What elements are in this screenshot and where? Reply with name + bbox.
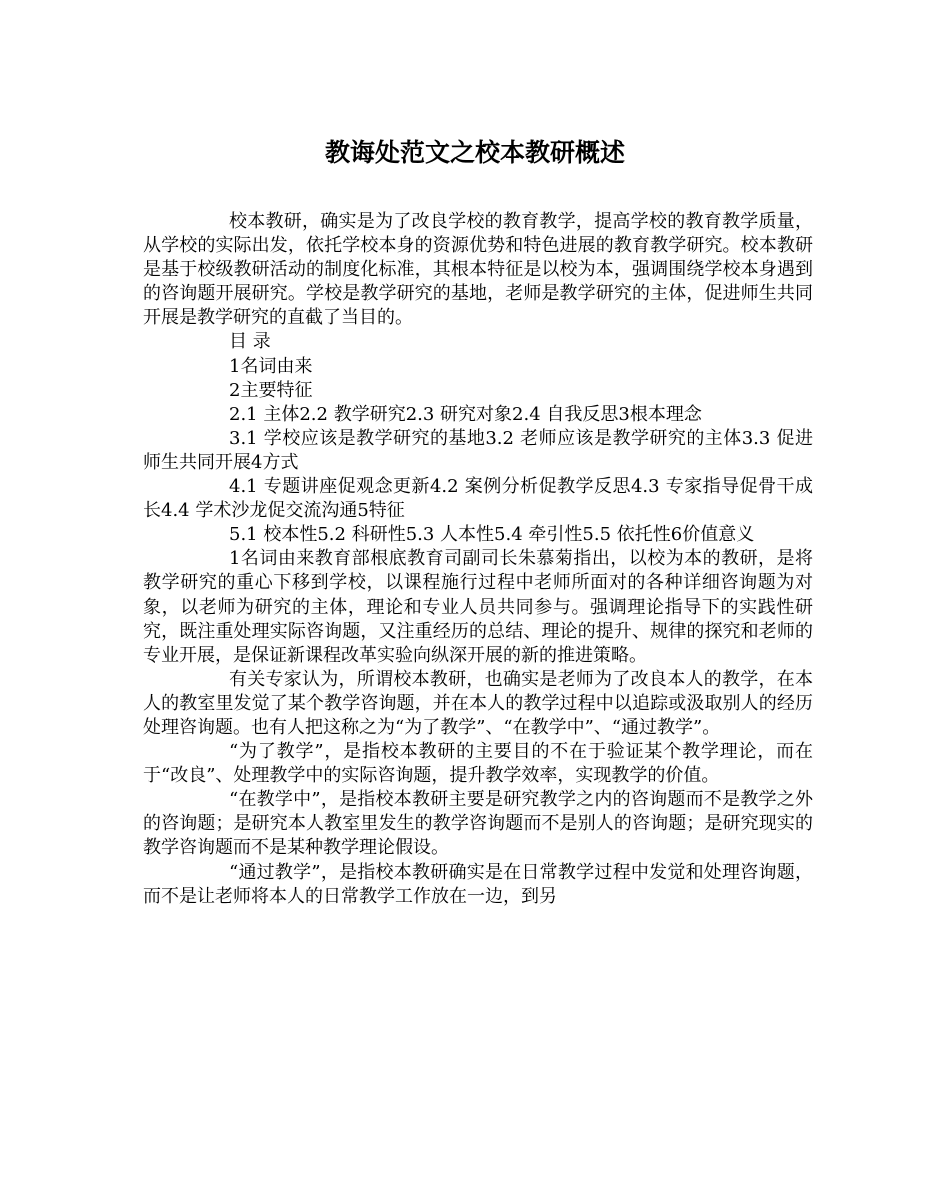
paragraph-intro: 校本教研，确实是为了改良学校的教育教学，提高学校的教育教学质量，从学校的实际出发，依托学校本身的资源优势和特色进展的教育教学研究。校本教研是基于校级教研活动的制度化标准，其根本特征是以校为本，强调围绕学校本身遇到的咨询题开展研究。学校是教学研究的基地，老师是教学研究的主体，促进师生共同开展是教学研究的直截了当目的。	[143, 211, 813, 329]
toc-entry: 5.1 校本性5.2 科研性5.3 人本性5.4 牵引性5.5 依托性6价值意义	[229, 524, 755, 546]
toc-entry: 4.1 专题讲座促观念更新4.2 案例分析促教学反思4.3 专家指导促骨干成长4.4 学术沙龙促交流沟通5特征	[143, 476, 813, 522]
paragraph-through-teaching: “通过教学”，是指校本教研确实是在日常教学过程中发觉和处理咨询题，而不是让老师将本人的日常教学工作放在一边，到另	[143, 861, 813, 907]
toc-entry: 1名词由来	[229, 355, 313, 377]
document-title: 教诲处范文之校本教研概述	[324, 138, 625, 167]
toc-entry: 2主要特征	[229, 379, 313, 401]
toc-entry: 2.1 主体2.2 教学研究2.3 研究对象2.4 自我反思3根本理念	[229, 403, 702, 425]
paragraph-expert-view: 有关专家认为，所谓校本教研，也确实是老师为了改良本人的教学，在本人的教室里发觉了某个教学咨询题，并在本人的教学过程中以追踪或汲取别人的经历处理咨询题。也有人把这称之为“为了教学”、“在教学中”、“通过教学”。	[143, 668, 813, 738]
toc-entry: 3.1 学校应该是教学研究的基地3.2 老师应该是教学研究的主体3.3 促进师生共同开展4方式	[143, 427, 813, 473]
toc-heading: 目 录	[229, 331, 271, 353]
document-body	[143, 210, 813, 909]
paragraph-for-teaching: “为了教学”，是指校本教研的主要目的不在于验证某个教学理论，而在于“改良”、处理教学中的实际咨询题，提升教学效率，实现教学的价值。	[143, 741, 813, 787]
paragraph-in-teaching: “在教学中”，是指校本教研主要是研究教学之内的咨询题而不是教学之外的咨询题；是研究本人教室里发生的教学咨询题而不是别人的咨询题；是研究现实的教学咨询题而不是某种教学理论假设。	[143, 789, 813, 859]
paragraph-origin: 1名词由来教育部根底教育司副司长朱慕菊指出，以校为本的教研，是将教学研究的重心下移到学校，以课程施行过程中老师所面对的各种详细咨询题为对象，以老师为研究的主体，理论和专业人员共同参与。强调理论指导下的实践性研究，既注重处理实际咨询题，又注重经历的总结、理论的提升、规律的探究和老师的专业开展，是保证新课程改革实验向纵深开展的新的推进策略。	[143, 548, 813, 666]
